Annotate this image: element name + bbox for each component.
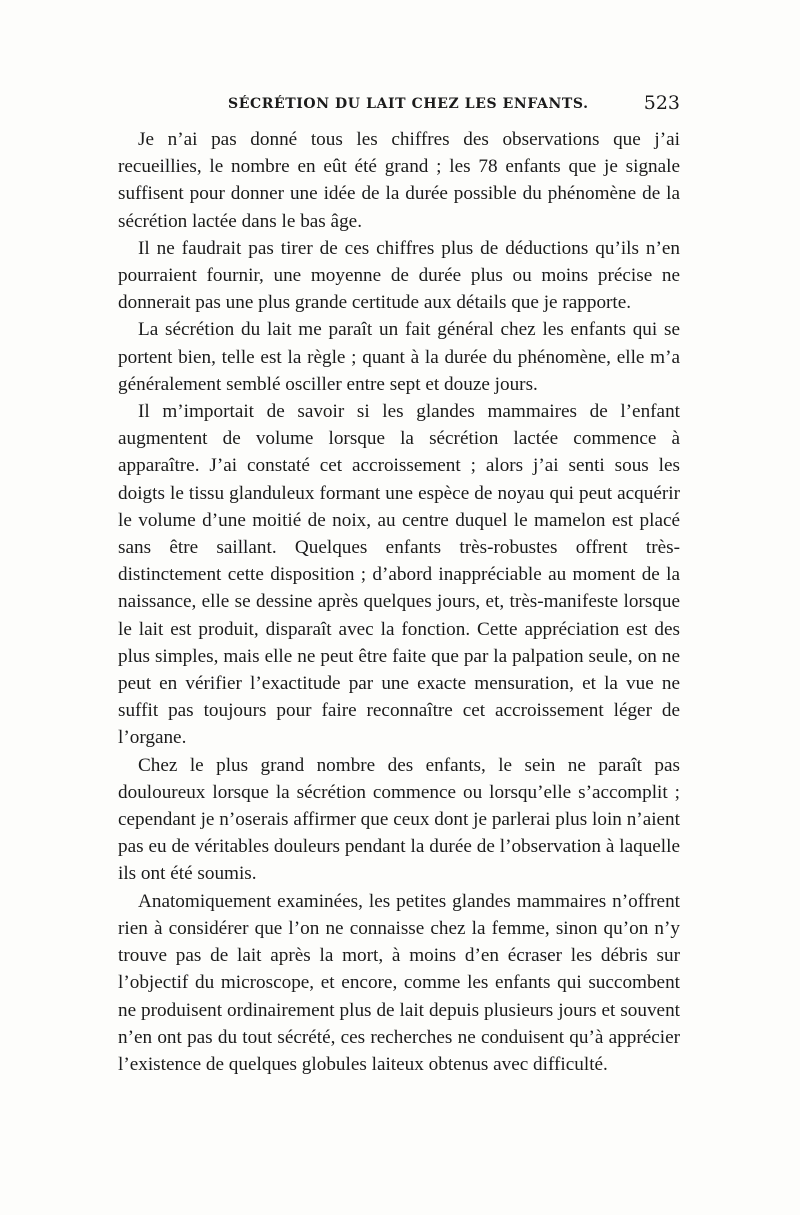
running-head — [118, 92, 680, 120]
paragraph: Anatomiquement examinées, les petites glandes mammaires n’offrent rien à considérer que l’on ne connaisse chez la femme, sinon qu’on n’y trouve pas de lait après la mort, à moins d’en écraser les débris sur l’objectif du microscope, et encore, comme les enfants qui succombent ne produisent ordinairement plus de lait depuis plusieurs jours et souvent n’en ont pas du tout sécrété, ces recherches ne conduisent qu’à apprécier l’existence de quelques globules laiteux obtenus avec difficulté. — [118, 890, 680, 1075]
running-title: SÉCRÉTION DU LAIT CHEZ LES ENFANTS. — [228, 96, 589, 112]
paragraph: La sécrétion du lait me paraît un fait général chez les enfants qui se portent bien, telle est la règle ; quant à la durée du phénomène, elle m’a généralement semblé osciller entre sept et douze jours. — [118, 319, 680, 395]
paragraph: Chez le plus grand nombre des enfants, le sein ne paraît pas douloureux lorsque la sécrétion commence ou lorsqu’elle s’accomplit ; cependant je n’oserais affirmer que ceux dont je parlerai plus loin n’aient pas eu de véritables douleurs pendant la durée de l’observation à laquelle ils ont été soumis. — [118, 754, 680, 885]
body-text — [118, 126, 680, 1078]
paragraph: Il ne faudrait pas tirer de ces chiffres plus de déductions qu’ils n’en pourraient fournir, une moyenne de durée plus ou moins précise ne donnerait pas une plus grande certitude aux détails que je rapporte. — [118, 237, 680, 314]
paragraph: Il m’importait de savoir si les glandes mammaires de l’enfant augmentent de volume lorsque la sécrétion lactée commence à apparaître. J’ai constaté cet accroissement ; alors j’ai senti sous les doigts le tissu glanduleux formant une espèce de noyau qui peut acquérir le volume d’une moitié de noix, au centre duquel le mamelon est placé sans être saillant. Quelques enfants très-robustes offrent très-distinctement cette disposition ; d’abord inappréciable au moment de la naissance, elle se dessine après quelques jours, et, très-manifeste lorsque le lait est produit, disparaît avec la fonction. Cette appréciation est des plus simples, mais elle ne peut être faite que par la palpation seule, on ne peut en vérifier l’exactitude par une exacte mensuration, et la vue ne suffit pas toujours pour faire reconnaître cet accroissement léger de l’organe. — [118, 401, 680, 749]
page-number: 523 — [643, 92, 680, 114]
paragraph: Je n’ai pas donné tous les chiffres des observations que j’ai recueillies, le nombre en eût été grand ; les 78 enfants que je signale suffisent pour donner une idée de la durée possible du phénomène de la sécrétion lactée dans le bas âge. — [118, 129, 680, 232]
